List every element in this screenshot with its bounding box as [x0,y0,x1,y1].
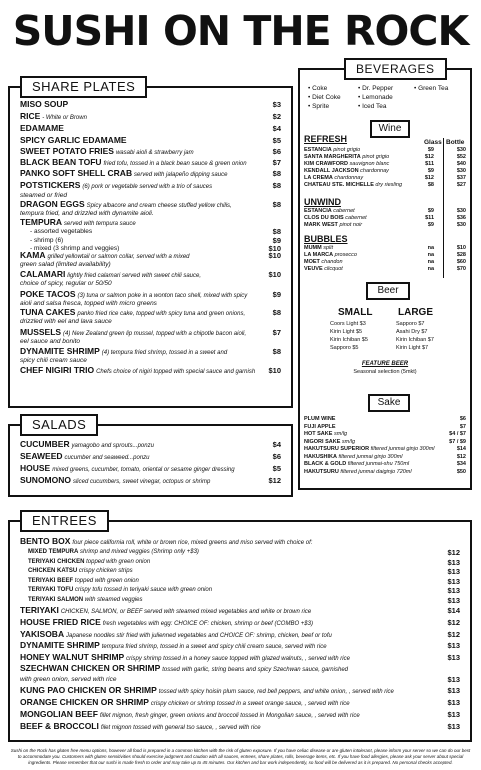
wine-glass-price: $12 [424,175,434,181]
share-item-detail: eel sauce and bonito [20,338,80,345]
bento-option [28,548,460,557]
sake-price: $12 [456,453,466,460]
sake-name: HAKUTSURU [304,468,339,475]
wine-name: ESTANCIA [304,208,332,214]
wine-item [304,266,466,273]
beverages-section [298,62,472,490]
entree-item [20,664,460,675]
bento-option-desc: crispy chicken strips [78,568,133,574]
entree-item-price: $12 [447,618,460,627]
wine-item [304,222,466,229]
entree-item [20,618,460,629]
large-beer-item: Kirin Ichiban $7 [396,337,434,343]
large-beer-item: Asahi Dry $7 [396,329,428,335]
feature-beer: FEATURE BEER [361,361,409,367]
entree-item-desc: fresh vegetables with egg: CHOICE OF: chicken, shrimp or beef (COMBO +$3) [102,621,313,627]
sake-name: NIGORI SAKE [304,438,341,445]
entrees-heading: ENTREES [20,510,109,532]
wine-item [304,259,466,266]
wine-type: cabernet [333,208,355,214]
soda-item: • Iced Tea [358,103,387,110]
entree-item [20,606,460,617]
sake-type: filtered junmai ginjo 300ml [338,453,403,460]
bento-box [20,537,460,548]
entree-item-price: $13 [447,686,460,695]
wine-bottle-price: $28 [456,252,466,258]
salads-section [8,417,293,497]
entree-item [20,710,460,721]
share-item-name: SWEET POTATO FRIES [20,146,114,156]
wine-name: ESTANCIA [304,147,332,153]
share-item-desc: grilled yellowtail or salmon collar, served with a mixed [47,254,190,260]
share-item-price: $9 [272,236,281,245]
entrees-section [8,513,472,742]
share-item-detail: green salad (limited availability) [20,261,111,268]
bento-option [28,577,460,586]
share-item-name: EDAMAME [20,123,64,133]
refresh-heading: REFRESH [304,134,348,144]
share-item-desc: (3) tuna or salmon poke in a wonton taco shell, mixed with spicy [77,293,248,299]
share-item-price: $10 [268,251,281,260]
sake-price: $14 [456,446,466,452]
wine-type: pinot grigio [362,154,390,160]
wine-item [304,168,466,175]
szechwan-price: $13 [447,675,460,684]
salad-item-desc: sliced cucumbers, sweet vinegar, octopus or shrimp [72,479,211,485]
wine-bottle-price: $37 [456,175,466,181]
sake-price: $7 [459,423,466,430]
wine-name: KENDALL JACKSON [304,168,359,174]
share-item-price: $8 [272,308,281,317]
wine-name: LA MARCA [304,252,334,258]
wine-name: KIM CRAWFORD [304,161,348,167]
share-item-name: DYNAMITE SHRIMP [20,346,100,356]
share-item-desc: served with tempura sauce [63,221,136,227]
entree-item-price: $13 [447,653,460,662]
wine-glass-price: $9 [427,147,434,153]
wine-type: cabernet [345,215,367,221]
share-plates-heading: SHARE PLATES [20,76,147,98]
entree-item-name: TERIYAKI [20,605,59,615]
bento-option-name: TERIYAKI SALMON [28,596,84,603]
salad-item-desc: mixed greens, cucumber, tomato, oriental or sesame ginger dressing [52,467,235,473]
bento-option [28,596,460,605]
share-item-desc: (6) pork or vegetable served with a trio of sauces [82,184,213,190]
sake-item [304,469,466,476]
bento-option-price: $12 [447,548,460,557]
wine-bottle-price: $27 [456,182,466,188]
sake-type: filtered junmai daiginjo 720ml [340,468,412,475]
wine-glass-price: na [427,252,434,258]
sake-tag: Sake [368,394,410,412]
entree-item-desc: tossed with spicy hoisin plum sauce, red bell peppers, and white onion, , served with rice [158,689,394,695]
salad-item-price: $12 [268,476,281,485]
share-item-name: TEMPURA [20,217,63,227]
share-item-price: $8 [272,181,281,190]
bento-option-desc: shrimp and mixed veggies (Shrimp only +$3) [80,549,199,555]
share-item-name: SPICY GARLIC EDAMAME [20,135,127,145]
sake-price: $34 [456,461,466,467]
bento-option-price: $13 [447,567,460,576]
bento-name: BENTO BOX [20,536,71,546]
entree-item [20,641,460,652]
share-plates-section [8,79,293,408]
entree-item-price: $13 [447,641,460,650]
share-item [20,136,281,146]
wine-bottle-price: $36 [456,215,466,221]
sake-item [304,446,466,453]
wine-type: chardonnay [360,168,389,174]
wine-item [304,175,466,182]
share-item-desc: Spicy albacore and cream cheese stuffed yellow chilis, [86,203,232,209]
share-item-detail: tempura fried, and drizzled with dynamite aioli. [20,210,154,217]
wine-glass-price: $11 [425,215,434,221]
share-item-price: $2 [272,112,281,121]
feature-beer-desc: Seasonal selection (5mkt) [353,369,417,375]
share-item-name: POKE TACOS [20,289,76,299]
share-item-name: PANKO SOFT SHELL CRAB [20,168,133,178]
salad-item-name: SEAWEED [20,451,63,461]
share-item-desc: served with jalapeño dipping sauce [134,172,228,178]
share-item-price: $8 [272,227,281,236]
wine-glass-price: $12 [424,154,434,160]
entree-item [20,698,460,709]
bento-option-price: $13 [447,576,460,586]
share-item [20,112,281,123]
bento-option-price: $13 [447,595,460,605]
share-item-desc: wasabi aioli & strawberry jam [115,150,194,156]
wine-type: clicquot [324,266,343,272]
salad-item-name: HOUSE [20,463,51,473]
sake-item [304,461,466,468]
wine-type: sauvignon blanc [349,161,390,167]
restaurant-title: SUSHI ON THE ROCK [12,7,469,55]
soda-item: • Sprite [308,103,330,110]
sake-price: $7 / $9 [449,438,466,445]
wine-type: pinot grigio [333,147,361,153]
share-item-name: POTSTICKERS [20,180,81,190]
share-item [20,100,281,110]
bento-option-name: MIXED TEMPURA [28,549,79,555]
soda-item: • Coke [308,85,328,92]
wine-glass-price: na [427,266,434,272]
share-item-price: $4 [272,124,281,133]
share-item-desc: fried tofu, tossed in a black bean sauce & green onion [103,161,247,167]
share-item-detail: choice of spicy, regular or 50/50 [20,280,112,287]
large-beer-item: Sapporo $7 [396,321,425,327]
entree-item-name: MONGOLIAN BEEF [20,709,98,719]
wine-name: SANTA MARGHERITA [304,154,361,160]
szechwan-sub: with green onion, served with rice [20,676,117,683]
wine-bottle-price: $30 [456,147,466,153]
bento-option-name: CHICKEN KATSU [28,568,78,574]
bento-desc: four piece california roll, white or brown rice, mixed greens and miso served with choice of: [72,540,313,546]
wine-tag: Wine [370,120,410,138]
salad-item-desc: yamagobo and sprouts...ponzu [71,443,154,449]
sake-price: $50 [456,468,466,475]
wine-glass-price: na [427,245,434,251]
share-item-name: DRAGON EGGS [20,199,85,209]
share-item-desc: panko fried rice cake, topped with spicy tuna and green onions, [77,311,246,317]
small-beer-header: SMALL [338,307,373,318]
entree-item [20,722,460,733]
share-item-price: $8 [272,169,281,178]
sake-price: $4 / $7 [449,431,466,437]
beer-tag: Beer [366,282,410,300]
sake-price: $6 [459,416,466,422]
entree-item-price: $14 [447,606,460,615]
bento-option-desc: topped with green onion [86,558,151,565]
soda-item: • Green Tea [414,85,449,92]
entree-item-name: HOUSE FRIED RICE [20,617,101,627]
wine-bottle-price: $30 [456,222,466,228]
wine-type: split [323,245,334,251]
share-item-name: MISO SOUP [20,99,69,109]
glass-header: Glass [424,139,442,146]
wine-item [304,208,466,215]
salad-item-price: $6 [272,452,281,461]
wine-item [304,147,466,154]
wine-type: chandon [321,259,343,265]
sake-type: sm/lg [333,431,348,437]
bubbles-heading: BUBBLES [304,234,348,244]
share-item-name: KAMA [20,250,46,260]
bento-option-price: $13 [447,557,460,567]
bento-option-desc: topped with green onion [74,577,139,584]
share-item-name: RICE [20,111,41,121]
wine-bottle-price: $52 [456,154,466,160]
share-item-desc: (4) New Zealand green lip mussel, topped with a chipotle bacon aioli, [63,331,247,337]
share-item-price: $7 [272,328,281,337]
share-item-detail: - shrimp (6) [30,237,64,244]
sake-name: FUJI APPLE [304,423,336,430]
wine-name: LA CREMA [304,175,333,181]
wine-item [304,154,466,161]
share-item-detail: spicy chili cream sauce [20,357,87,364]
wine-glass-price: na [427,259,434,265]
sake-type: filtered junmai ginjo 300ml [370,446,435,452]
small-beer-item: Coors Light $3 [330,321,366,327]
wine-bottle-price: $30 [456,168,466,174]
share-item-price: $10 [268,366,281,375]
sake-name: BLACK & GOLD [304,461,347,467]
wine-type: dry riesling [375,182,402,188]
wine-name: MARK WEST [304,222,338,228]
share-item-detail: drizzled with eel and lava sauce [20,318,112,325]
wine-bottle-price: $30 [456,208,466,214]
salad-item-name: CUCUMBER [20,439,70,449]
share-item-desc: lightly fried calamari served with sweet chili sauce, [67,273,202,279]
wine-item [304,182,466,189]
bento-option-name: TERIYAKI TOFU [28,587,74,593]
share-item [20,124,281,134]
entree-item-price: $13 [447,710,460,719]
share-item-desc: Chefs choice of nigiri topped with special sauce and garnish [96,369,256,375]
wine-name: VEUVE [304,266,323,272]
entree-item-name: KUNG PAO CHICKEN OR SHRIMP [20,685,157,695]
wine-name: MOET [304,259,320,265]
wine-item [304,215,466,222]
entree-item-name: DYNAMITE SHRIMP [20,640,100,650]
salad-item [20,476,281,487]
salad-item-name: SUNOMONO [20,475,71,485]
salad-item [20,440,281,451]
share-item-desc: - White or Brown [42,115,87,121]
entree-item-name: BEEF & BROCCOLI [20,721,99,731]
sake-item [304,416,466,423]
wine-name: CHATEAU STE. MICHELLE [304,182,374,188]
entree-item-desc: tempura fried shrimp, tossed in a sweet and spicy chili cream sauce, served with rice [101,644,327,650]
bento-option [28,567,460,576]
share-item-price: $9 [272,290,281,299]
entree-item-desc: tossed with garlic, string beans and spicy Szechwan sauce, garnished [162,667,348,673]
wine-name: MUMM [304,245,322,251]
share-item-name: CHEF NIGIRI TRIO [20,365,95,375]
footer-disclaimer: Sushi on the Rock has gluten free menu options, however all food is prepared in a common kitchen with the risk of gluten exposure. If you have celiac disease or are gluten intolerant, please inform your server so we can do our best to accommodate you. Customers with gluten sensitivities should exercise judgment and caution with all sauces, entrees, share plates, rolls, beverage items, etc. If you have food allergies, please ask your server about special ingredients. Please remember that our sushi is made fresh to order and may take up to 45 minutes. Our kitchen and bar work independently, so food will be delivered as it is prepared. No personal checks accepted. [10,748,471,765]
small-beer-item: Kirin Ichiban $5 [330,337,368,343]
share-item-detail: aioli and salsa fresca, topped with micro greens [20,300,157,307]
sake-type: filtered junmai-shu 750ml [347,461,410,467]
entree-item-price: $13 [447,722,460,731]
share-item-name: MUSSELS [20,327,62,337]
salad-item-price: $5 [272,464,281,473]
beverages-heading: BEVERAGES [344,58,447,80]
entree-item-desc: CHICKEN, SALMON, or BEEF served with steamed mixed vegetables and white or brown rice [60,609,312,615]
salad-item [20,452,281,463]
wine-glass-price: $9 [427,222,434,228]
wine-type: chardonnay [334,175,364,181]
unwind-heading: UNWIND [304,197,341,207]
entree-item-desc: crispy shrimp tossed in a honey sauce topped with glazed walnuts, , served with rice [126,656,350,662]
share-item-price: $10 [268,270,281,279]
entree-item-desc: crispy chicken or shrimp tossed in a sweet orange sauce, , served with rice [150,701,350,707]
sake-name: HAKUSHIKA [304,453,337,460]
entree-item-desc: Japanese noodles stir fried with julienned vegetables and CHOICE OF: shrimp, chicken, beef or tofu [66,633,332,639]
small-beer-item: Kirin Light $5 [330,329,363,335]
share-item-name: CALAMARI [20,269,66,279]
large-beer-header: LARGE [398,307,433,318]
wine-glass-price: $11 [425,161,434,167]
share-item-price: $8 [272,347,281,356]
wine-glass-price: $8 [427,182,434,188]
share-item [20,169,281,180]
bento-option [28,586,460,595]
salads-heading: SALADS [20,414,98,436]
bento-option [28,558,460,567]
wine-bottle-price: $40 [456,161,466,167]
entree-item-desc: fillet mignon, fresh ginger, green onions and broccoli tossed in Mongolian sauce, , served with rice [99,713,360,719]
sake-name: HOT SAKE [304,431,333,437]
bento-option-desc: crispy tofu tossed in teriyaki sauce with green onion [75,587,213,593]
share-item-price: $8 [272,200,281,209]
entree-item-price: $13 [447,698,460,707]
entree-item-desc: filet mignon tossed with general tso sauce, , served with rice [100,725,261,731]
sake-item [304,424,466,431]
wine-glass-price: $9 [427,168,434,174]
entree-item-name: YAKISOBA [20,629,65,639]
share-item-price: $5 [272,136,281,145]
salad-item-desc: cucumber and seaweed...ponzu [64,455,150,461]
bento-option-name: TERIYAKI BEEF [28,577,74,584]
share-item-price: $10 [268,244,281,253]
entree-item-price: $12 [447,630,460,639]
sake-name: HAKUTSURU SUPERIOR [304,446,370,452]
wine-bottle-price: $10 [456,245,466,251]
soda-item: • Diet Coke [308,94,341,101]
wine-name: CLOS DU BOIS [304,215,344,221]
share-item-detail: - assorted vegetables [30,228,93,235]
wine-bottle-price: $70 [456,266,466,272]
share-item-detail: - mixed (3 shrimp and veggies) [30,245,120,252]
share-item-price: $3 [272,100,281,109]
entree-item [20,686,460,697]
share-item-desc: (4) tempura fried shrimp, tossed in a sweet and [101,350,228,356]
sake-type: sm/lg [341,438,356,445]
wine-item [304,161,466,168]
soda-item: • Lemonade [358,94,393,101]
entree-item-name: SZECHWAN CHICKEN OR SHRIMP [20,663,161,673]
large-beer-item: Kirin Light $7 [396,345,429,351]
sake-name: PLUM WINE [304,416,336,422]
bento-option-price: $13 [447,586,460,595]
wine-type: prosecco [334,252,357,258]
share-item [20,366,281,377]
salad-item [20,464,281,475]
sake-item [304,454,466,461]
entree-item-name: HONEY WALNUT SHRIMP [20,652,125,662]
share-item-price: $6 [272,147,281,156]
share-item-price: $7 [272,158,281,167]
soda-item: • Dr. Pepper [358,85,394,92]
wine-item [304,252,466,259]
bento-option-desc: with steamed veggies [84,596,143,603]
entree-item-name: ORANGE CHICKEN OR SHRIMP [20,697,149,707]
share-item-detail: steamed or fried [20,192,67,199]
bottle-header: Bottle [446,139,465,146]
wine-bottle-price: $60 [456,259,466,265]
bento-option-name: TERIYAKI CHICKEN [28,558,85,565]
small-beer-item: Sapporo $5 [330,345,359,351]
share-item-name: BLACK BEAN TOFU [20,157,102,167]
wine-glass-price: $9 [427,208,434,214]
sake-item [304,439,466,446]
share-item-name: TUNA CAKES [20,307,76,317]
wine-type: pinot noir [339,222,363,228]
sake-item [304,431,466,438]
salad-item-price: $4 [272,440,281,449]
wine-item [304,245,466,252]
